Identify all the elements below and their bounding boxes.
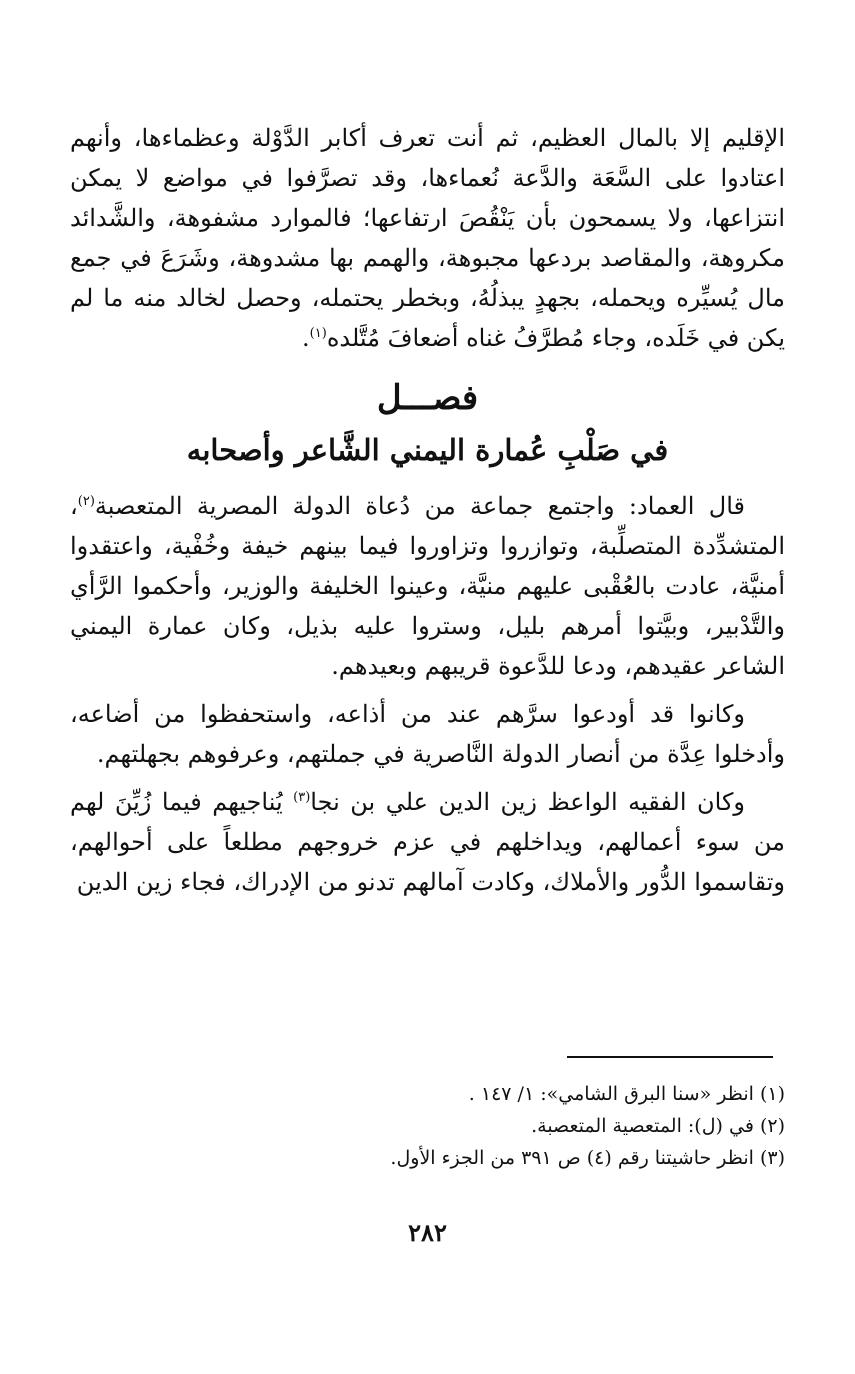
paragraph-2 — [70, 486, 785, 686]
footnote-ref-2: (٢) — [77, 494, 95, 509]
paragraph-1-end: . — [302, 324, 310, 352]
section-subtitle: في صَلْبِ عُمارة اليمني الشَّاعر وأصحابه — [186, 433, 669, 467]
paragraph-4-text-a: وكان الفقيه الواعظ زين الدين علي بن نجا — [310, 788, 745, 816]
paragraph-3: وكانوا قد أودعوا سرَّهم عند من أذاعه، واستحفظوا من أضاعه، وأدخلوا عِدَّة من أنصار الدولة النَّاصرية في جملتهم، وعرفوهم بجهلتهم. — [70, 700, 785, 768]
footnotes — [300, 1078, 785, 1174]
footnote-1: (١) انظر «سنا البرق الشامي»: ١/ ١٤٧ . — [468, 1083, 785, 1105]
paragraph-2-text-a: قال العماد: واجتمع جماعة من دُعاة الدولة المصرية المتعصبة — [94, 492, 745, 520]
section-title: فصـــل — [376, 378, 479, 418]
footnote-2: (٢) في (ل): المتعصية المتعصبة. — [531, 1115, 785, 1137]
footnote-3: (٣) انظر حاشيتنا رقم (٤) ص ٣٩١ من الجزء الأول. — [390, 1147, 785, 1169]
paragraph-2-text-b: ، المتشدِّدة المتصلِّبة، وتوازروا وتزاوروا فيما بينهم خيفة وخُفْية، واعتقدوا أمنيَّة، عادت بالعُقْبى عليهم منيَّة، وعينوا الخليفة والوزير، وأحكموا الرَّأي والتَّدْبير، وبيَّتوا أمرهم بليل، وستروا عليه بذيل، وكان عمارة اليمني الشاعر عقيدهم، ودعا للدَّعوة قريبهم وبعيدهم. — [70, 492, 786, 680]
paragraph-1-text: الإقليم إلا بالمال العظيم، ثم أنت تعرف أكابر الدَّوْلة وعظماءها، وأنهم اعتادوا على السَّعَة والدَّعة نُعماءها، وقد تصرَّفوا في مواضع لا يمكن انتزاعها، ولا يسمحون بأن يَنْقُصَ ارتفاعها؛ فالموارد مشفوهة، والشَّدائد مكروهة، والمقاصد بردعها مجبوهة، والهمم بها مشدوهة، وشَرَعَ في جمع مال يُسيِّره ويحمله، بجهدٍ يبذلُهُ، وبخطر يحتمله، وحصل لخالد منه ما لم يكن في خَلَده، وجاء مُطرَّفُ غناه أضعافَ مُتَّلده — [70, 124, 785, 352]
footnote-ref-1: (١) — [309, 326, 327, 341]
paragraph-1 — [70, 118, 785, 358]
footnote-ref-3: (٣) — [293, 790, 311, 805]
page-body — [70, 118, 785, 902]
paragraph-4 — [70, 782, 785, 902]
paragraph-4-text-b: يُناجيهم فيما زُيِّنَ لهم من سوء أعمالهم، ويداخلهم في عزم خروجهم مطلعاً على أحوالهم، وتقاسموا الدُّور والأملاك، وكادت آمالهم تدنو من الإدراك، فجاء زين الدين — [70, 788, 785, 896]
footnote-separator — [567, 1056, 773, 1058]
page-number: ٢٨٢ — [408, 1218, 447, 1247]
